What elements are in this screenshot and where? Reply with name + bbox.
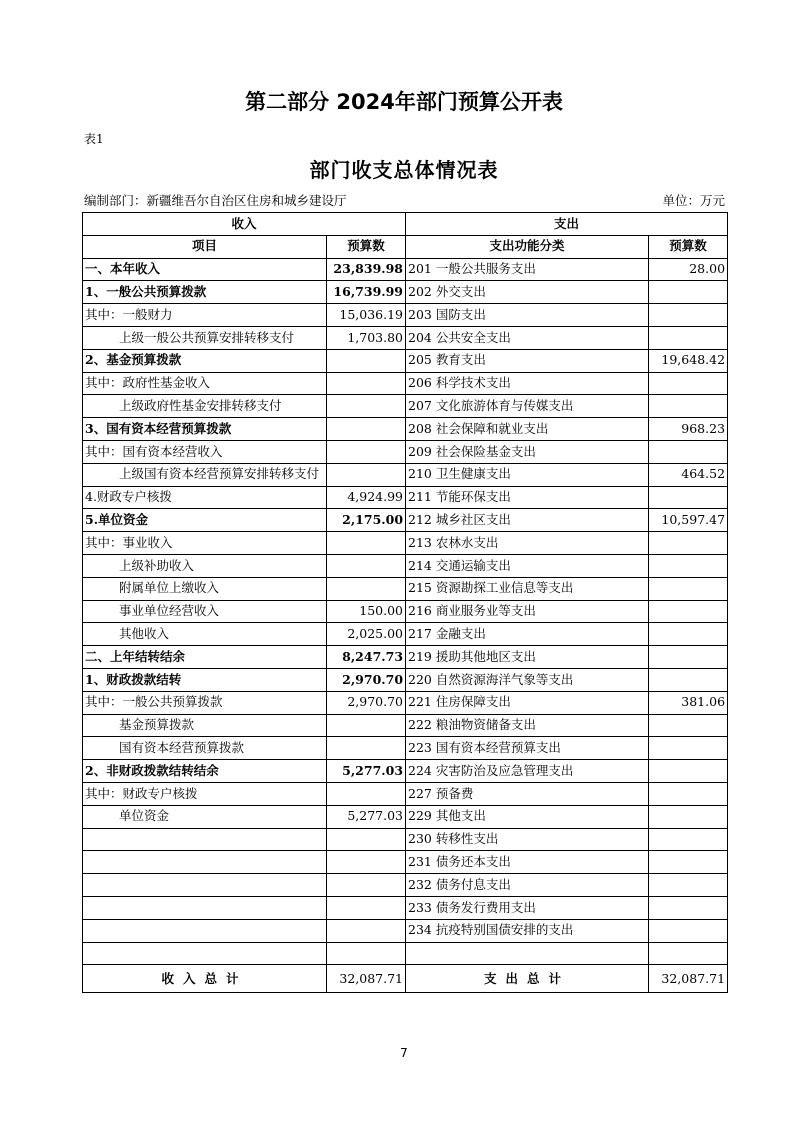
expense-amount-cell xyxy=(649,646,728,669)
expense-function-cell: 202 外交支出 xyxy=(406,281,649,304)
table-row xyxy=(83,440,728,463)
table-row xyxy=(83,874,728,897)
page-heading: 第二部分 2024年部门预算公开表 xyxy=(245,90,563,114)
table-row xyxy=(83,805,728,828)
expense-function-cell: 217 金融支出 xyxy=(406,623,649,646)
income-item-cell: 附属单位上缴收入 xyxy=(83,577,327,600)
expense-amount-cell xyxy=(649,942,728,965)
table-title: 部门收支总体情况表 xyxy=(309,158,499,182)
expense-function-cell: 231 债务还本支出 xyxy=(406,851,649,874)
table-row xyxy=(83,942,728,965)
income-item-cell: 3、国有资本经营预算拨款 xyxy=(83,418,327,441)
table-row xyxy=(83,714,728,737)
table-row xyxy=(83,623,728,646)
function-class-column-header: 支出功能分类 xyxy=(406,235,649,258)
expense-amount-cell xyxy=(649,919,728,942)
expense-amount-cell xyxy=(649,874,728,897)
expense-function-cell: 210 卫生健康支出 xyxy=(406,463,649,486)
expense-amount-cell: 10,597.47 xyxy=(649,509,728,532)
expense-function-cell: 224 灾害防治及应急管理支出 xyxy=(406,760,649,783)
table-group-header-row xyxy=(83,213,728,236)
table-row xyxy=(83,668,728,691)
income-item-cell: 上级国有资本经营预算安排转移支付 xyxy=(83,463,327,486)
income-amount-cell xyxy=(327,782,406,805)
table-row xyxy=(83,760,728,783)
income-amount-cell: 23,839.98 xyxy=(327,258,406,281)
table-row xyxy=(83,326,728,349)
income-amount-cell: 2,970.70 xyxy=(327,691,406,714)
expense-total-amount: 32,087.71 xyxy=(649,965,728,993)
income-item-cell: 1、财政拨款结转 xyxy=(83,668,327,691)
page-number: 7 xyxy=(400,1046,408,1060)
income-amount-cell xyxy=(327,440,406,463)
income-item-cell xyxy=(83,828,327,851)
income-amount-cell xyxy=(327,532,406,555)
expense-function-cell: 234 抗疫特别国债安排的支出 xyxy=(406,919,649,942)
income-item-cell: 事业单位经营收入 xyxy=(83,600,327,623)
budget-overview-table xyxy=(82,212,728,993)
income-amount-cell: 1,703.80 xyxy=(327,326,406,349)
expense-function-cell: 222 粮油物资储备支出 xyxy=(406,714,649,737)
income-item-cell xyxy=(83,919,327,942)
income-item-cell: 其中：国有资本经营收入 xyxy=(83,440,327,463)
income-amount-cell: 5,277.03 xyxy=(327,805,406,828)
income-amount-cell xyxy=(327,737,406,760)
table-row xyxy=(83,395,728,418)
income-item-cell xyxy=(83,851,327,874)
table-row xyxy=(83,304,728,327)
expense-amount-cell: 381.06 xyxy=(649,691,728,714)
compiling-department: 编制部门：新疆维吾尔自治区住房和城乡建设厅 xyxy=(84,193,347,208)
expense-function-cell: 219 援助其他地区支出 xyxy=(406,646,649,669)
expense-amount-cell xyxy=(649,554,728,577)
expense-amount-cell xyxy=(649,623,728,646)
item-column-header: 项目 xyxy=(83,235,327,258)
table-row xyxy=(83,418,728,441)
expense-function-cell: 206 科学技术支出 xyxy=(406,372,649,395)
income-item-cell: 二、上年结转结余 xyxy=(83,646,327,669)
income-amount-cell: 15,036.19 xyxy=(327,304,406,327)
table-row xyxy=(83,851,728,874)
expense-amount-cell: 968.23 xyxy=(649,418,728,441)
income-amount-cell: 2,025.00 xyxy=(327,623,406,646)
income-item-cell: 上级一般公共预算安排转移支付 xyxy=(83,326,327,349)
expense-amount-cell xyxy=(649,440,728,463)
expense-amount-cell xyxy=(649,714,728,737)
income-amount-cell: 8,247.73 xyxy=(327,646,406,669)
income-item-cell: 2、基金预算拨款 xyxy=(83,349,327,372)
expense-function-cell: 233 债务发行费用支出 xyxy=(406,896,649,919)
income-amount-cell xyxy=(327,919,406,942)
expense-function-cell xyxy=(406,942,649,965)
table-row xyxy=(83,486,728,509)
income-item-cell: 其中：财政专户核拨 xyxy=(83,782,327,805)
income-item-cell: 其他收入 xyxy=(83,623,327,646)
expense-group-header: 支出 xyxy=(406,213,728,236)
income-item-cell: 其中：一般公共预算拨款 xyxy=(83,691,327,714)
table-row xyxy=(83,554,728,577)
income-item-cell: 2、非财政拨款结转结余 xyxy=(83,760,327,783)
income-item-cell: 1、一般公共预算拨款 xyxy=(83,281,327,304)
total-row xyxy=(83,965,728,993)
income-amount-cell xyxy=(327,942,406,965)
income-amount-cell xyxy=(327,463,406,486)
table-row xyxy=(83,646,728,669)
expense-amount-cell xyxy=(649,737,728,760)
expense-function-cell: 216 商业服务业等支出 xyxy=(406,600,649,623)
income-amount-cell xyxy=(327,874,406,897)
expense-function-cell: 213 农林水支出 xyxy=(406,532,649,555)
expense-function-cell: 223 国有资本经营预算支出 xyxy=(406,737,649,760)
expense-function-cell: 203 国防支出 xyxy=(406,304,649,327)
income-amount-cell: 2,175.00 xyxy=(327,509,406,532)
expense-function-cell: 211 节能环保支出 xyxy=(406,486,649,509)
expense-function-cell: 230 转移性支出 xyxy=(406,828,649,851)
expense-budget-column-header: 预算数 xyxy=(649,235,728,258)
income-total-label: 收入总计 xyxy=(83,965,327,993)
expense-function-cell: 227 预备费 xyxy=(406,782,649,805)
income-amount-cell xyxy=(327,372,406,395)
expense-amount-cell xyxy=(649,851,728,874)
table-row xyxy=(83,600,728,623)
table-number: 表1 xyxy=(84,132,104,146)
table-row xyxy=(83,281,728,304)
expense-amount-cell xyxy=(649,326,728,349)
table-row xyxy=(83,782,728,805)
expense-function-cell: 221 住房保障支出 xyxy=(406,691,649,714)
income-amount-cell: 150.00 xyxy=(327,600,406,623)
income-item-cell: 其中：政府性基金收入 xyxy=(83,372,327,395)
income-amount-cell xyxy=(327,554,406,577)
table-row xyxy=(83,828,728,851)
expense-amount-cell xyxy=(649,600,728,623)
expense-function-cell: 212 城乡社区支出 xyxy=(406,509,649,532)
expense-function-cell: 208 社会保障和就业支出 xyxy=(406,418,649,441)
table-row xyxy=(83,896,728,919)
income-total-amount: 32,087.71 xyxy=(327,965,406,993)
income-item-cell: 5.单位资金 xyxy=(83,509,327,532)
income-amount-cell xyxy=(327,349,406,372)
income-amount-cell: 16,739.99 xyxy=(327,281,406,304)
table-row xyxy=(83,372,728,395)
table-row xyxy=(83,509,728,532)
expense-function-cell: 232 债务付息支出 xyxy=(406,874,649,897)
income-item-cell: 一、本年收入 xyxy=(83,258,327,281)
expense-function-cell: 205 教育支出 xyxy=(406,349,649,372)
expense-amount-cell xyxy=(649,805,728,828)
expense-function-cell: 215 资源勘探工业信息等支出 xyxy=(406,577,649,600)
expense-function-cell: 220 自然资源海洋气象等支出 xyxy=(406,668,649,691)
income-item-cell: 其中：一般财力 xyxy=(83,304,327,327)
table-column-header-row xyxy=(83,235,728,258)
income-amount-cell xyxy=(327,714,406,737)
expense-amount-cell xyxy=(649,668,728,691)
income-item-cell xyxy=(83,874,327,897)
expense-amount-cell xyxy=(649,896,728,919)
table-row xyxy=(83,691,728,714)
expense-amount-cell: 464.52 xyxy=(649,463,728,486)
income-amount-cell: 2,970.70 xyxy=(327,668,406,691)
expense-amount-cell: 19,648.42 xyxy=(649,349,728,372)
table-row xyxy=(83,919,728,942)
income-item-cell: 国有资本经营预算拨款 xyxy=(83,737,327,760)
expense-total-label: 支出总计 xyxy=(406,965,649,993)
unit-label: 单位：万元 xyxy=(662,193,725,208)
income-budget-column-header: 预算数 xyxy=(327,235,406,258)
income-item-cell xyxy=(83,942,327,965)
income-item-cell: 4.财政专户核拨 xyxy=(83,486,327,509)
income-group-header: 收入 xyxy=(83,213,406,236)
income-amount-cell xyxy=(327,395,406,418)
expense-amount-cell xyxy=(649,395,728,418)
income-item-cell: 其中：事业收入 xyxy=(83,532,327,555)
expense-amount-cell xyxy=(649,577,728,600)
income-item-cell: 上级补助收入 xyxy=(83,554,327,577)
table-row xyxy=(83,258,728,281)
table-row xyxy=(83,532,728,555)
expense-amount-cell xyxy=(649,782,728,805)
expense-amount-cell xyxy=(649,304,728,327)
income-item-cell: 上级政府性基金安排转移支付 xyxy=(83,395,327,418)
income-amount-cell xyxy=(327,418,406,441)
expense-function-cell: 214 交通运输支出 xyxy=(406,554,649,577)
expense-function-cell: 204 公共安全支出 xyxy=(406,326,649,349)
expense-amount-cell xyxy=(649,760,728,783)
income-item-cell: 基金预算拨款 xyxy=(83,714,327,737)
table-row xyxy=(83,463,728,486)
table-row xyxy=(83,737,728,760)
table-row xyxy=(83,577,728,600)
income-amount-cell: 5,277.03 xyxy=(327,760,406,783)
expense-amount-cell: 28.00 xyxy=(649,258,728,281)
expense-function-cell: 229 其他支出 xyxy=(406,805,649,828)
expense-function-cell: 201 一般公共服务支出 xyxy=(406,258,649,281)
expense-amount-cell xyxy=(649,486,728,509)
income-item-cell: 单位资金 xyxy=(83,805,327,828)
income-amount-cell xyxy=(327,896,406,919)
expense-function-cell: 209 社会保险基金支出 xyxy=(406,440,649,463)
table-row xyxy=(83,349,728,372)
expense-amount-cell xyxy=(649,372,728,395)
expense-amount-cell xyxy=(649,532,728,555)
income-amount-cell xyxy=(327,828,406,851)
expense-function-cell: 207 文化旅游体育与传媒支出 xyxy=(406,395,649,418)
expense-amount-cell xyxy=(649,828,728,851)
income-amount-cell xyxy=(327,577,406,600)
income-amount-cell xyxy=(327,851,406,874)
income-amount-cell: 4,924.99 xyxy=(327,486,406,509)
income-item-cell xyxy=(83,896,327,919)
expense-amount-cell xyxy=(649,281,728,304)
